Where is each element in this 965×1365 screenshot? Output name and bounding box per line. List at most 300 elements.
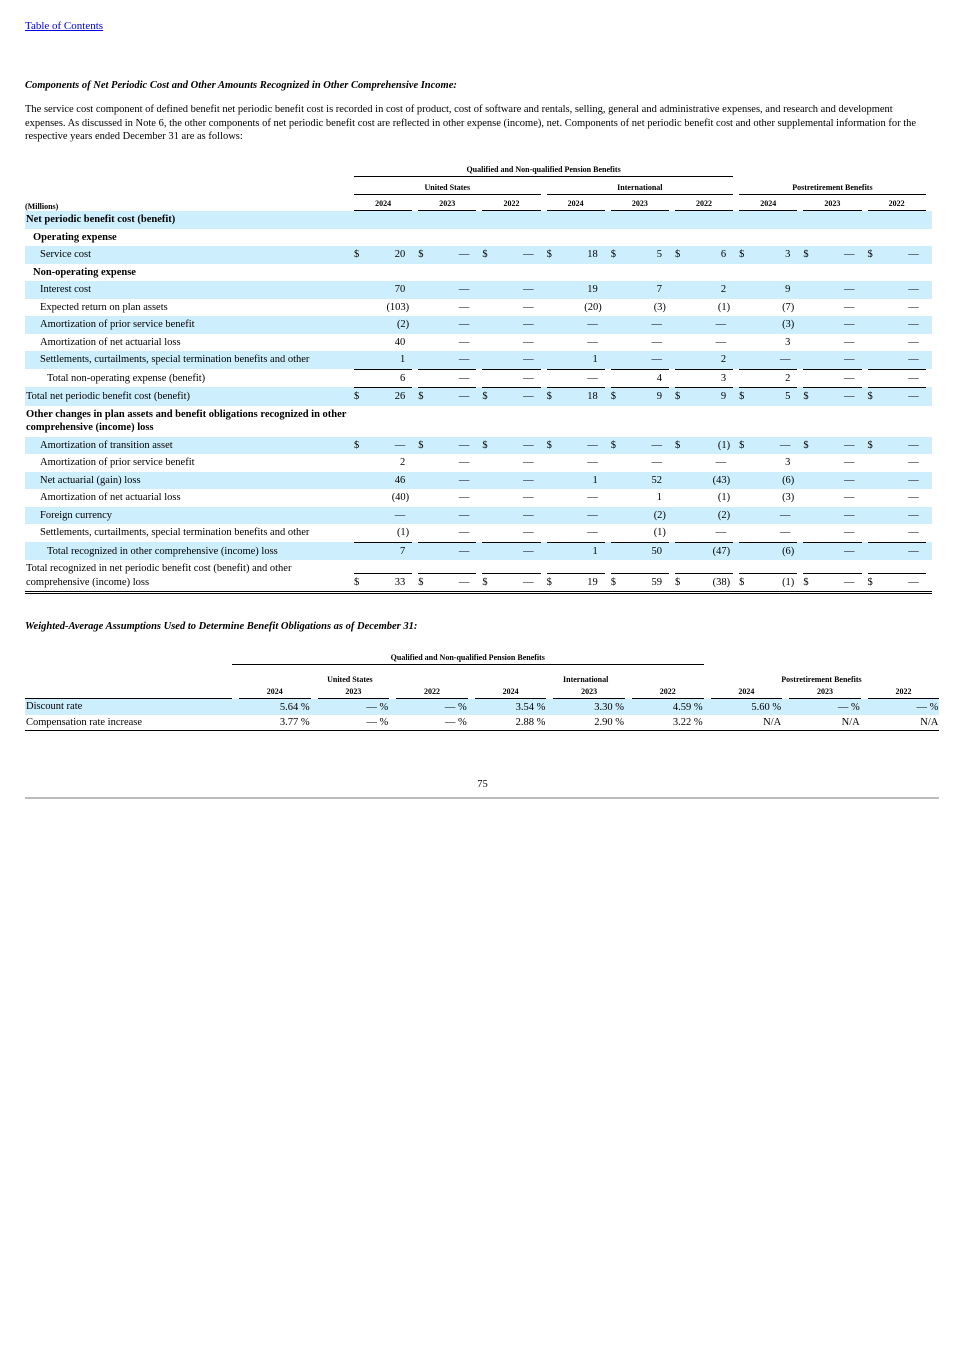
value-cell	[675, 472, 733, 490]
cell-value: 2	[399, 457, 406, 468]
section-heading: Components of Net Periodic Cost and Other Amounts Recognized in Other Comprehensive Income:	[25, 80, 457, 91]
year-header: 2024	[354, 195, 412, 211]
dollar-sign: $	[546, 576, 552, 588]
dollar-sign: $	[674, 439, 681, 451]
table-row	[25, 369, 932, 388]
value-cell	[675, 542, 733, 561]
cell-value: —	[523, 457, 534, 468]
year-header: 2022	[868, 684, 940, 699]
cell-value: —	[587, 527, 598, 538]
group-header: Postretirement Benefits	[739, 180, 926, 195]
cell-value: —	[779, 527, 791, 538]
dollar-sign: $	[610, 249, 616, 260]
row-label: Other changes in plan assets and benefit obligations recognized in other comprehensive (income) loss	[26, 408, 347, 433]
table-row	[25, 507, 932, 525]
cell-value: — %	[366, 717, 389, 728]
cell-value: —	[844, 474, 855, 486]
dollar-sign: $	[674, 249, 681, 260]
cell-value: (2)	[396, 319, 410, 330]
cell-value: —	[651, 319, 662, 330]
value-cell	[739, 246, 797, 264]
value-cell	[547, 246, 605, 264]
cell-value: —	[844, 336, 855, 348]
cell-value: — %	[837, 701, 860, 713]
table-row	[25, 334, 932, 352]
group-header: International	[563, 675, 609, 684]
cell-value: (3)	[782, 492, 795, 503]
cell-value: —	[523, 354, 534, 365]
value-cell	[547, 369, 605, 388]
value-cell	[868, 387, 926, 406]
cell-value: (1)	[717, 301, 731, 313]
year-header: 2024	[739, 195, 797, 211]
value-cell	[868, 524, 926, 542]
value-cell	[418, 489, 476, 507]
value-cell	[675, 437, 733, 455]
value-cell	[611, 524, 669, 542]
cell-value: N/A	[841, 717, 860, 728]
value-cell	[354, 454, 412, 472]
cell-value: (40)	[391, 492, 410, 503]
year-header: 2024	[239, 684, 311, 699]
value-cell	[354, 489, 412, 507]
cell-value: —	[523, 319, 534, 330]
cell-value: —	[908, 474, 919, 486]
row-label: Foreign currency	[40, 509, 113, 521]
value-cell	[354, 281, 412, 299]
cell-value: 7	[656, 284, 662, 295]
cell-value: —	[844, 492, 855, 503]
value-cell	[354, 334, 412, 352]
value-cell	[803, 454, 861, 472]
cell-value: —	[458, 474, 470, 486]
cell-value: —	[394, 439, 406, 451]
year-header: 2023	[789, 684, 861, 699]
cell-value: —	[908, 457, 919, 468]
cell-value: —	[844, 284, 855, 295]
value-cell	[868, 334, 926, 352]
cell-value: (103)	[386, 301, 410, 313]
table-row	[25, 472, 932, 490]
value-cell	[611, 489, 669, 507]
section-heading: Weighted-Average Assumptions Used to Determine Benefit Obligations as of December 31:	[25, 621, 418, 632]
value-cell	[868, 281, 926, 299]
cell-value: —	[458, 301, 470, 313]
cell-value: —	[523, 474, 534, 486]
value-cell	[611, 281, 669, 299]
value-cell	[868, 299, 926, 317]
value-cell	[418, 369, 476, 388]
units-label: (Millions)	[25, 202, 59, 211]
year-header: 2023	[318, 684, 390, 699]
dollar-sign: $	[867, 391, 873, 402]
value-cell	[739, 437, 797, 455]
cell-value: 4	[656, 372, 662, 384]
value-cell	[418, 472, 476, 490]
value-cell	[482, 316, 540, 334]
cell-value: —	[908, 336, 919, 348]
cell-value: 3.77 %	[279, 717, 310, 728]
value-cell	[418, 351, 476, 369]
year-header: 2023	[553, 684, 625, 699]
table-row	[25, 524, 932, 542]
cell-value: — %	[366, 701, 389, 713]
value-cell	[354, 351, 412, 369]
cell-value: 19	[587, 284, 598, 295]
value-cell	[739, 351, 797, 369]
cell-value: —	[523, 372, 534, 384]
dollar-sign: $	[354, 439, 360, 451]
value-cell	[547, 573, 605, 592]
group-header: United States	[354, 180, 541, 195]
cell-value: — %	[916, 701, 939, 713]
value-cell	[611, 507, 669, 525]
cell-value: 3	[785, 249, 791, 260]
cell-value: 2	[785, 372, 791, 384]
cell-value: (6)	[782, 545, 795, 557]
value-cell	[354, 472, 412, 490]
cell-value: — %	[444, 701, 467, 713]
value-cell	[354, 299, 412, 317]
dollar-sign: $	[739, 249, 745, 260]
value-cell	[675, 351, 733, 369]
table-row	[25, 281, 932, 299]
cell-value: 5	[785, 391, 791, 402]
value-cell	[803, 334, 861, 352]
cell-value: (6)	[782, 474, 795, 486]
cell-value: —	[844, 439, 855, 451]
dollar-sign: $	[418, 439, 424, 451]
dollar-sign: $	[482, 439, 488, 451]
value-cell	[611, 246, 669, 264]
cell-value: —	[587, 509, 598, 521]
cell-value: —	[458, 545, 470, 557]
dollar-sign: $	[482, 391, 488, 402]
value-cell	[675, 573, 733, 592]
cell-value: 3.22 %	[672, 717, 703, 728]
cell-value: —	[458, 439, 470, 451]
group-header: International	[547, 180, 734, 195]
cell-value: —	[458, 336, 470, 348]
dollar-sign: $	[418, 391, 424, 402]
row-label: Net actuarial (gain) loss	[40, 474, 141, 486]
value-cell	[611, 334, 669, 352]
table-row	[25, 542, 932, 561]
value-cell	[482, 507, 540, 525]
cell-value: 52	[651, 474, 662, 486]
table-row	[25, 229, 932, 247]
cell-value: —	[844, 249, 855, 260]
row-label: Total non-operating expense (benefit)	[47, 372, 206, 384]
cell-value: —	[458, 391, 470, 402]
value-cell	[547, 437, 605, 455]
value-cell	[547, 316, 605, 334]
cell-value: (20)	[584, 301, 602, 313]
dollar-sign: $	[546, 439, 552, 451]
cell-value: —	[587, 372, 598, 384]
cell-value: —	[908, 301, 919, 313]
year-header: 2022	[632, 684, 704, 699]
dollar-sign: $	[610, 439, 616, 451]
cell-value: (1)	[717, 492, 731, 503]
cell-value: —	[908, 319, 919, 330]
cell-value: 6	[720, 249, 727, 260]
value-cell	[868, 472, 926, 490]
value-cell	[803, 573, 861, 592]
dollar-sign: $	[867, 576, 873, 588]
row-label: Total recognized in other comprehensive (income) loss	[47, 545, 278, 557]
cell-value: —	[651, 457, 662, 468]
cell-value: —	[908, 509, 919, 521]
value-cell	[354, 316, 412, 334]
value-cell	[803, 507, 861, 525]
row-label: Amortization of prior service benefit	[40, 319, 195, 330]
dollar-sign: $	[674, 391, 681, 402]
value-cell	[418, 299, 476, 317]
assumptions-table	[25, 650, 939, 731]
year-header: 2022	[675, 195, 733, 211]
value-cell	[803, 542, 861, 561]
cell-value: —	[908, 439, 919, 451]
cell-value: (3)	[782, 319, 795, 330]
value-cell	[418, 246, 476, 264]
cell-value: (47)	[712, 545, 731, 557]
year-header: 2024	[711, 684, 783, 699]
table-of-contents-link[interactable]: Table of Contents	[25, 20, 104, 32]
cell-value: —	[458, 457, 470, 468]
row-label: Non-operating expense	[33, 266, 136, 278]
value-cell	[547, 454, 605, 472]
year-header: 2022	[482, 195, 540, 211]
cell-value: —	[844, 527, 855, 538]
dollar-sign: $	[418, 576, 424, 588]
value-cell	[675, 316, 733, 334]
value-cell	[482, 246, 540, 264]
value-cell	[547, 524, 605, 542]
value-cell	[675, 524, 733, 542]
row-label: Amortization of prior service benefit	[40, 457, 195, 468]
row-label: Total net periodic benefit cost (benefit)	[26, 391, 190, 402]
value-cell	[547, 281, 605, 299]
value-cell	[868, 246, 926, 264]
cell-value: 2	[720, 354, 727, 365]
dollar-sign: $	[418, 249, 424, 260]
cell-value: 6	[399, 372, 406, 384]
value-cell	[868, 316, 926, 334]
table-row	[25, 264, 932, 282]
table-row	[25, 387, 932, 406]
table-row	[25, 316, 932, 334]
value-cell	[803, 524, 861, 542]
value-cell	[482, 369, 540, 388]
cell-value: —	[458, 527, 470, 538]
value-cell	[739, 299, 797, 317]
cell-value: 59	[651, 576, 662, 588]
cell-value: (7)	[782, 301, 795, 313]
value-cell	[547, 507, 605, 525]
value-cell	[739, 489, 797, 507]
cell-value: 18	[587, 391, 598, 402]
cell-value: —	[715, 527, 727, 538]
cell-value: (1)	[396, 527, 410, 538]
value-cell	[482, 351, 540, 369]
value-cell	[803, 351, 861, 369]
value-cell	[803, 472, 861, 490]
net-periodic-cost-table	[25, 162, 932, 594]
table-row	[25, 406, 932, 437]
value-cell	[868, 507, 926, 525]
value-cell	[418, 316, 476, 334]
cell-value: —	[908, 492, 919, 503]
cell-value: —	[587, 336, 598, 348]
value-cell	[547, 334, 605, 352]
cell-value: 19	[587, 576, 598, 588]
value-cell	[418, 454, 476, 472]
super-header: Qualified and Non-qualified Pension Benefits	[232, 650, 704, 665]
cell-value: —	[523, 545, 534, 557]
value-cell	[868, 454, 926, 472]
value-cell	[482, 542, 540, 561]
cell-value: —	[844, 354, 855, 365]
intro-paragraph: The service cost component of defined benefit net periodic benefit cost is recorded in cost of product, cost of software and rentals, selling, general and administrative expenses, and research and development expenses. As discussed in Note 6, the other components of net periodic benefit cost are reflected in other expense (income), net. Components of net periodic benefit cost and other supplemental information for the respective years ended December 31 are as follows:	[25, 104, 917, 142]
value-cell	[803, 489, 861, 507]
value-cell	[803, 437, 861, 455]
dollar-sign: $	[867, 439, 873, 451]
cell-value: 1	[592, 474, 598, 486]
cell-value: —	[715, 336, 727, 348]
cell-value: (3)	[653, 301, 666, 313]
cell-value: 3	[785, 336, 791, 348]
dollar-sign: $	[354, 576, 360, 588]
row-label: Amortization of net actuarial loss	[40, 336, 181, 348]
year-header: 2023	[611, 195, 669, 211]
dollar-sign: $	[482, 249, 488, 260]
value-cell	[803, 299, 861, 317]
cell-value: —	[844, 391, 855, 402]
cell-value: —	[715, 319, 727, 330]
cell-value: —	[458, 284, 470, 295]
value-cell	[547, 542, 605, 561]
cell-value: 2.90 %	[594, 717, 624, 728]
value-cell	[354, 542, 412, 561]
table-row	[25, 437, 932, 455]
value-cell	[547, 489, 605, 507]
cell-value: 3.30 %	[594, 701, 624, 713]
cell-value: —	[908, 354, 919, 365]
value-cell	[868, 542, 926, 561]
value-cell	[482, 472, 540, 490]
cell-value: —	[523, 509, 534, 521]
cell-value: —	[844, 576, 855, 588]
dollar-sign: $	[482, 576, 488, 588]
cell-value: —	[458, 319, 470, 330]
cell-value: —	[779, 439, 791, 451]
dollar-sign: $	[610, 391, 616, 402]
cell-value: 1	[592, 354, 598, 365]
value-cell	[675, 281, 733, 299]
table-row	[25, 699, 939, 715]
row-label: Total recognized in net periodic benefit cost (benefit) and other comprehensive (income) loss	[26, 563, 292, 588]
cell-value: 70	[394, 284, 406, 295]
cell-value: —	[523, 284, 534, 295]
cell-value: (43)	[712, 474, 731, 486]
value-cell	[803, 246, 861, 264]
cell-value: (38)	[712, 576, 731, 588]
cell-value: 20	[394, 249, 406, 260]
cell-value: — %	[444, 717, 467, 728]
cell-value: 2.88 %	[515, 717, 546, 728]
value-cell	[868, 351, 926, 369]
page-number: 75	[477, 779, 488, 790]
value-cell	[675, 454, 733, 472]
value-cell	[868, 437, 926, 455]
page-divider	[25, 797, 939, 799]
value-cell	[611, 454, 669, 472]
cell-value: 9	[785, 284, 791, 295]
value-cell	[547, 351, 605, 369]
value-cell	[675, 334, 733, 352]
value-cell	[482, 573, 540, 592]
row-label: Compensation rate increase	[26, 716, 143, 728]
value-cell	[354, 246, 412, 264]
value-cell	[739, 524, 797, 542]
cell-value: N/A	[920, 717, 939, 728]
value-cell	[611, 573, 669, 592]
value-cell	[739, 281, 797, 299]
cell-value: —	[844, 301, 855, 313]
table-row	[25, 211, 932, 229]
value-cell	[418, 524, 476, 542]
value-cell	[482, 489, 540, 507]
row-label: Settlements, curtailments, special termination benefits and other	[40, 354, 310, 365]
value-cell	[803, 387, 861, 406]
year-header: 2023	[418, 195, 476, 211]
cell-value: 9	[656, 391, 662, 402]
value-cell	[739, 472, 797, 490]
value-cell	[611, 369, 669, 388]
cell-value: —	[587, 319, 598, 330]
cell-value: 4.59 %	[672, 701, 703, 713]
table-row	[25, 246, 932, 264]
value-cell	[354, 369, 412, 388]
value-cell	[418, 542, 476, 561]
cell-value: (2)	[653, 509, 666, 521]
dollar-sign: $	[610, 576, 616, 588]
value-cell	[482, 299, 540, 317]
cell-value: 5.64 %	[279, 701, 310, 713]
value-cell	[354, 524, 412, 542]
cell-value: 2	[720, 284, 727, 295]
cell-value: 26	[394, 391, 406, 402]
row-label: Discount rate	[26, 701, 83, 712]
value-cell	[739, 573, 797, 592]
cell-value: 1	[592, 545, 598, 557]
row-label: Service cost	[40, 249, 92, 260]
row-label: Expected return on plan assets	[40, 301, 168, 313]
cell-value: —	[779, 509, 791, 521]
group-header: Postretirement Benefits	[781, 675, 862, 684]
cell-value: —	[908, 545, 919, 557]
cell-value: 1	[656, 492, 662, 503]
value-cell	[611, 299, 669, 317]
cell-value: (2)	[717, 509, 731, 521]
dollar-sign: $	[803, 391, 809, 402]
value-cell	[482, 334, 540, 352]
cell-value: —	[651, 354, 662, 365]
cell-value: —	[587, 439, 598, 451]
dollar-sign: $	[803, 439, 809, 451]
row-label: Settlements, curtailments, special termination benefits and other	[40, 527, 310, 538]
